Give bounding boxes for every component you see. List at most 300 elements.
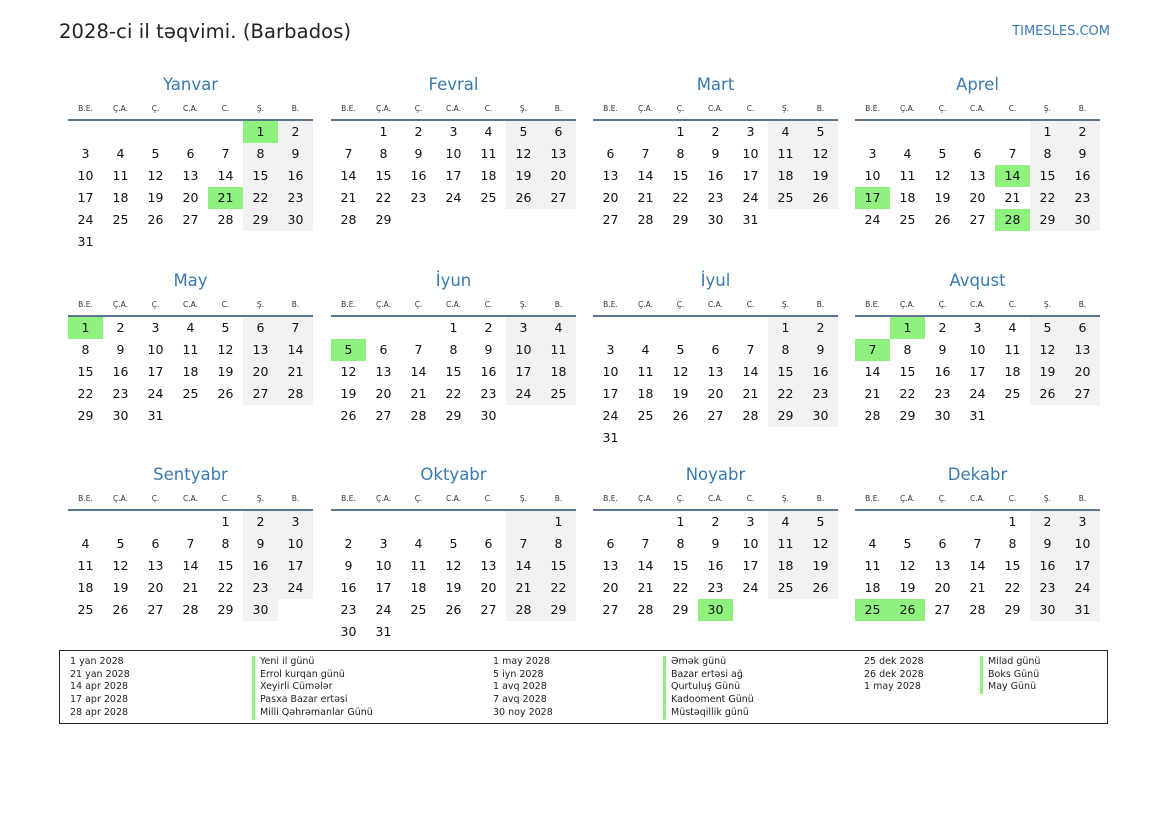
- day-cell: 25: [768, 577, 803, 599]
- day-cell: 31: [742, 212, 759, 227]
- empty-day-cell: [506, 405, 541, 427]
- weekday-header: [593, 99, 838, 121]
- week-row: [331, 339, 576, 361]
- day-cell: 8: [1008, 536, 1017, 551]
- weekday-label: C.: [1008, 300, 1017, 309]
- day-cell: 14: [637, 558, 654, 573]
- day-cell: 17: [742, 168, 759, 183]
- week-row: [331, 143, 576, 165]
- day-cell: 3: [973, 320, 982, 335]
- weekday-label: Ç.: [151, 104, 160, 113]
- day-cell: 21: [208, 187, 243, 209]
- day-cell: 16: [112, 364, 129, 379]
- day-cell: 28: [506, 599, 541, 621]
- empty-day-cell: [401, 621, 436, 643]
- holiday-name: Yeni il günü: [260, 656, 315, 667]
- day-cell: 2: [414, 124, 423, 139]
- weekday-label: Ş.: [1043, 494, 1052, 503]
- empty-day-cell: [243, 405, 278, 427]
- weekday-label: C.A.: [969, 104, 985, 113]
- day-cell: 3: [868, 146, 877, 161]
- day-cell: 10: [445, 146, 462, 161]
- weekday-label: Ç.A.: [899, 104, 915, 113]
- weekday-header: [593, 489, 838, 511]
- weekday-label: Ş.: [1043, 104, 1052, 113]
- weekday-label: Ç.: [938, 494, 947, 503]
- day-cell: 5: [803, 511, 838, 533]
- day-cell: 28: [742, 408, 759, 423]
- week-row: [593, 599, 838, 621]
- weekday-label: Ç.A.: [375, 494, 391, 503]
- weekday-label: Ç.: [414, 300, 423, 309]
- week-row: [855, 405, 1100, 427]
- weekday-label: B.E.: [865, 104, 880, 113]
- day-cell: 16: [1030, 555, 1065, 577]
- week-row: [68, 143, 313, 165]
- day-cell: 24: [506, 383, 541, 405]
- empty-day-cell: [68, 511, 103, 533]
- weekday-label: C.A.: [707, 300, 723, 309]
- day-cell: 25: [637, 408, 654, 423]
- day-cell: 3: [151, 320, 160, 335]
- weekday-label: Ç.: [676, 300, 685, 309]
- day-cell: 27: [147, 602, 164, 617]
- day-cell: 2: [938, 320, 947, 335]
- weekday-label: Ç.: [938, 300, 947, 309]
- day-cell: 29: [77, 408, 94, 423]
- weekday-label: Ç.: [676, 104, 685, 113]
- day-cell: 26: [445, 602, 462, 617]
- weekday-label: Ş.: [519, 494, 528, 503]
- day-cell: 5: [903, 536, 912, 551]
- page-title: 2028-ci il təqvimi. (Barbados): [59, 20, 352, 43]
- empty-day-cell: [925, 511, 960, 533]
- day-cell: 8: [379, 146, 388, 161]
- day-cell: 30: [340, 624, 357, 639]
- day-cell: 14: [995, 165, 1030, 187]
- day-cell: 25: [480, 190, 497, 205]
- day-cell: 9: [344, 558, 353, 573]
- day-cell: 29: [1004, 602, 1021, 617]
- day-cell: 20: [707, 386, 724, 401]
- weekday-label: B.: [291, 104, 300, 113]
- day-cell: 21: [969, 580, 986, 595]
- day-cell: 15: [768, 361, 803, 383]
- empty-day-cell: [278, 231, 313, 253]
- empty-day-cell: [733, 427, 768, 449]
- day-cell: 18: [768, 165, 803, 187]
- empty-day-cell: [506, 621, 541, 643]
- day-cell: 24: [278, 577, 313, 599]
- weekday-label: C.A.: [707, 104, 723, 113]
- day-cell: 2: [344, 536, 353, 551]
- week-row: [331, 187, 576, 209]
- day-cell: 17: [855, 187, 890, 209]
- holiday-date: 21 yan 2028: [70, 668, 130, 680]
- day-cell: 7: [506, 533, 541, 555]
- day-cell: 17: [742, 558, 759, 573]
- weekday-label: Ç.A.: [899, 494, 915, 503]
- day-cell: 9: [414, 146, 423, 161]
- week-row: [593, 361, 838, 383]
- week-row: [68, 165, 313, 187]
- day-cell: 26: [672, 408, 689, 423]
- day-cell: 8: [449, 342, 458, 357]
- day-cell: 19: [1030, 361, 1065, 383]
- day-cell: 3: [449, 124, 458, 139]
- day-cell: 9: [938, 342, 947, 357]
- empty-day-cell: [331, 511, 366, 533]
- week-row: [68, 209, 313, 231]
- empty-day-cell: [506, 209, 541, 231]
- day-cell: 24: [742, 580, 759, 595]
- empty-day-cell: [803, 209, 838, 231]
- empty-day-cell: [803, 427, 838, 449]
- day-cell: 12: [506, 143, 541, 165]
- empty-day-cell: [401, 511, 436, 533]
- week-row: [855, 165, 1100, 187]
- day-cell: 5: [676, 342, 685, 357]
- day-cell: 1: [890, 317, 925, 339]
- day-cell: 3: [506, 317, 541, 339]
- holiday-name: Müstəqillik günü: [671, 706, 749, 718]
- day-cell: 19: [217, 364, 234, 379]
- empty-day-cell: [733, 599, 768, 621]
- week-row: [68, 383, 313, 405]
- weekday-label: B.: [291, 494, 300, 503]
- empty-day-cell: [366, 317, 401, 339]
- day-cell: 28: [637, 212, 654, 227]
- day-cell: 5: [449, 536, 458, 551]
- day-cell: 24: [602, 408, 619, 423]
- day-cell: 20: [147, 580, 164, 595]
- day-cell: 12: [803, 143, 838, 165]
- day-cell: 16: [1065, 165, 1100, 187]
- weekday-label: Ş.: [256, 494, 265, 503]
- day-cell: 9: [711, 536, 720, 551]
- day-cell: 13: [1065, 339, 1100, 361]
- empty-day-cell: [173, 231, 208, 253]
- site-link[interactable]: TIMESLES.COM: [1012, 24, 1110, 39]
- week-row: [593, 555, 838, 577]
- day-cell: 9: [116, 342, 125, 357]
- weekday-label: B.E.: [603, 300, 618, 309]
- empty-day-cell: [68, 121, 103, 143]
- week-row: [331, 555, 576, 577]
- day-cell: 8: [768, 339, 803, 361]
- day-cell: 13: [969, 168, 986, 183]
- day-cell: 26: [112, 602, 129, 617]
- day-cell: 6: [186, 146, 195, 161]
- weekday-label: Ş.: [781, 104, 790, 113]
- day-cell: 30: [243, 599, 278, 621]
- month-name: Aprel: [956, 75, 999, 94]
- weekday-header: [855, 99, 1100, 121]
- day-cell: 24: [375, 602, 392, 617]
- day-cell: 22: [1030, 187, 1065, 209]
- day-cell: 16: [243, 555, 278, 577]
- day-cell: 4: [903, 146, 912, 161]
- week-row: [331, 533, 576, 555]
- day-cell: 26: [803, 187, 838, 209]
- day-cell: 8: [541, 533, 576, 555]
- week-row: [593, 405, 838, 427]
- weekday-label: Ç.: [938, 104, 947, 113]
- day-cell: 17: [77, 190, 94, 205]
- day-cell: 8: [243, 143, 278, 165]
- day-cell: 14: [506, 555, 541, 577]
- day-cell: 4: [641, 342, 650, 357]
- month-4: [68, 267, 313, 427]
- holiday-name: Pasxa Bazar ertəsi: [260, 694, 348, 706]
- day-cell: 24: [77, 212, 94, 227]
- day-cell: 28: [278, 383, 313, 405]
- day-cell: 30: [934, 408, 951, 423]
- week-row: [593, 143, 838, 165]
- week-row: [855, 209, 1100, 231]
- day-cell: 5: [506, 121, 541, 143]
- holiday-date: 28 apr 2028: [70, 706, 129, 718]
- weekday-label: Ş.: [781, 494, 790, 503]
- day-cell: 10: [375, 558, 392, 573]
- day-cell: 15: [1030, 165, 1065, 187]
- day-cell: 13: [147, 558, 164, 573]
- week-row: [68, 577, 313, 599]
- day-cell: 30: [803, 405, 838, 427]
- empty-day-cell: [471, 209, 506, 231]
- day-cell: 24: [1065, 577, 1100, 599]
- day-cell: 15: [899, 364, 916, 379]
- day-cell: 2: [711, 514, 720, 529]
- day-cell: 31: [375, 624, 392, 639]
- empty-day-cell: [436, 511, 471, 533]
- weekday-header: [331, 295, 576, 317]
- holiday-date: 1 may 2028: [864, 681, 921, 693]
- day-cell: 25: [112, 212, 129, 227]
- day-cell: 10: [506, 339, 541, 361]
- holiday-date: 30 noy 2028: [493, 706, 553, 718]
- day-cell: 26: [803, 577, 838, 599]
- holiday-date: 1 may 2028: [493, 656, 550, 667]
- day-cell: 27: [375, 408, 392, 423]
- weekday-header: [855, 295, 1100, 317]
- day-cell: 11: [864, 558, 881, 573]
- day-cell: 18: [541, 361, 576, 383]
- weekday-label: B.E.: [341, 300, 356, 309]
- day-cell: 23: [707, 190, 724, 205]
- weekday-label: Ş.: [519, 104, 528, 113]
- day-cell: 23: [410, 190, 427, 205]
- day-cell: 28: [182, 602, 199, 617]
- day-cell: 14: [340, 168, 357, 183]
- holiday-dates-column: [864, 656, 924, 694]
- weekday-label: C.A.: [445, 300, 461, 309]
- holiday-date: 1 avq 2028: [493, 681, 547, 693]
- day-cell: 15: [1004, 558, 1021, 573]
- weekday-label: C.A.: [182, 300, 198, 309]
- week-row: [593, 427, 838, 449]
- empty-day-cell: [541, 209, 576, 231]
- empty-day-cell: [401, 317, 436, 339]
- day-cell: 28: [637, 602, 654, 617]
- month-1: [331, 71, 576, 231]
- week-row: [855, 577, 1100, 599]
- day-cell: 25: [541, 383, 576, 405]
- weekday-label: Ç.: [151, 494, 160, 503]
- empty-day-cell: [663, 317, 698, 339]
- empty-day-cell: [663, 427, 698, 449]
- day-cell: 28: [410, 408, 427, 423]
- day-cell: 10: [1065, 533, 1100, 555]
- week-row: [855, 361, 1100, 383]
- weekday-label: Ç.A.: [637, 104, 653, 113]
- empty-day-cell: [768, 599, 803, 621]
- day-cell: 4: [541, 317, 576, 339]
- weekday-label: C.: [1008, 494, 1017, 503]
- day-cell: 18: [410, 580, 427, 595]
- day-cell: 9: [278, 143, 313, 165]
- holiday-name: May Günü: [988, 681, 1037, 693]
- day-cell: 10: [602, 364, 619, 379]
- day-cell: 3: [606, 342, 615, 357]
- weekday-label: B.E.: [341, 494, 356, 503]
- weekday-header: [593, 295, 838, 317]
- day-cell: 6: [1065, 317, 1100, 339]
- day-cell: 13: [182, 168, 199, 183]
- day-cell: 10: [864, 168, 881, 183]
- weekday-label: C.A.: [182, 494, 198, 503]
- holiday-names-column: [663, 656, 754, 720]
- empty-day-cell: [698, 427, 733, 449]
- empty-day-cell: [855, 121, 890, 143]
- day-cell: 30: [698, 599, 733, 621]
- day-cell: 24: [969, 386, 986, 401]
- holiday-name: Errol kurqan günü: [260, 668, 345, 680]
- day-cell: 18: [182, 364, 199, 379]
- day-cell: 20: [243, 361, 278, 383]
- weekday-label: C.: [746, 494, 755, 503]
- day-cell: 1: [221, 514, 230, 529]
- day-cell: 14: [182, 558, 199, 573]
- day-cell: 25: [1004, 386, 1021, 401]
- day-cell: 18: [899, 190, 916, 205]
- day-cell: 26: [1030, 383, 1065, 405]
- day-cell: 13: [602, 558, 619, 573]
- day-cell: 23: [112, 386, 129, 401]
- weekday-label: Ç.A.: [375, 104, 391, 113]
- day-cell: 4: [484, 124, 493, 139]
- day-cell: 12: [147, 168, 164, 183]
- day-cell: 6: [973, 146, 982, 161]
- day-cell: 29: [541, 599, 576, 621]
- day-cell: 10: [147, 342, 164, 357]
- day-cell: 20: [541, 165, 576, 187]
- empty-day-cell: [103, 511, 138, 533]
- day-cell: 11: [637, 364, 654, 379]
- weekday-label: Ç.A.: [375, 300, 391, 309]
- day-cell: 29: [899, 408, 916, 423]
- day-cell: 3: [278, 511, 313, 533]
- day-cell: 21: [410, 386, 427, 401]
- day-cell: 3: [379, 536, 388, 551]
- weekday-header: [68, 295, 313, 317]
- day-cell: 12: [1030, 339, 1065, 361]
- day-cell: 20: [934, 580, 951, 595]
- weekday-label: C.A.: [969, 494, 985, 503]
- day-cell: 23: [340, 602, 357, 617]
- day-cell: 4: [116, 146, 125, 161]
- month-9: [331, 461, 576, 643]
- day-cell: 9: [803, 339, 838, 361]
- week-row: [855, 599, 1100, 621]
- weekday-label: C.A.: [707, 494, 723, 503]
- day-cell: 22: [375, 190, 392, 205]
- day-cell: 15: [375, 168, 392, 183]
- weekday-label: B.E.: [603, 104, 618, 113]
- week-row: [855, 533, 1100, 555]
- month-7: [855, 267, 1100, 427]
- day-cell: 9: [484, 342, 493, 357]
- day-cell: 29: [672, 212, 689, 227]
- day-cell: 20: [182, 190, 199, 205]
- empty-day-cell: [138, 231, 173, 253]
- weekday-label: Ç.A.: [112, 104, 128, 113]
- empty-day-cell: [1065, 405, 1100, 427]
- day-cell: 27: [1065, 383, 1100, 405]
- day-cell: 31: [969, 408, 986, 423]
- day-cell: 30: [1065, 209, 1100, 231]
- day-cell: 30: [278, 209, 313, 231]
- day-cell: 7: [641, 536, 650, 551]
- day-cell: 13: [541, 143, 576, 165]
- day-cell: 13: [375, 364, 392, 379]
- day-cell: 19: [803, 555, 838, 577]
- month-name: Mart: [696, 75, 735, 94]
- day-cell: 12: [803, 533, 838, 555]
- week-row: [855, 187, 1100, 209]
- day-cell: 20: [602, 190, 619, 205]
- weekday-label: B.E.: [78, 104, 93, 113]
- empty-day-cell: [593, 121, 628, 143]
- day-cell: 19: [934, 190, 951, 205]
- week-row: [855, 383, 1100, 405]
- day-cell: 31: [147, 408, 164, 423]
- week-row: [331, 383, 576, 405]
- day-cell: 10: [742, 536, 759, 551]
- holiday-name: Milli Qəhrəmanlar Günü: [260, 706, 373, 718]
- week-row: [593, 317, 838, 339]
- day-cell: 2: [278, 121, 313, 143]
- day-cell: 31: [602, 430, 619, 445]
- day-cell: 18: [77, 580, 94, 595]
- empty-day-cell: [208, 231, 243, 253]
- day-cell: 30: [1030, 599, 1065, 621]
- day-cell: 21: [637, 190, 654, 205]
- day-cell: 15: [217, 558, 234, 573]
- weekday-label: Ç.: [414, 104, 423, 113]
- weekday-label: B.: [554, 494, 563, 503]
- day-cell: 7: [414, 342, 423, 357]
- week-row: [855, 121, 1100, 143]
- day-cell: 4: [768, 121, 803, 143]
- month-name: May: [173, 271, 208, 290]
- holiday-dates-column: [493, 656, 553, 720]
- empty-day-cell: [593, 511, 628, 533]
- day-cell: 1: [379, 124, 388, 139]
- day-cell: 10: [77, 168, 94, 183]
- month-8: [68, 461, 313, 621]
- day-cell: 27: [602, 602, 619, 617]
